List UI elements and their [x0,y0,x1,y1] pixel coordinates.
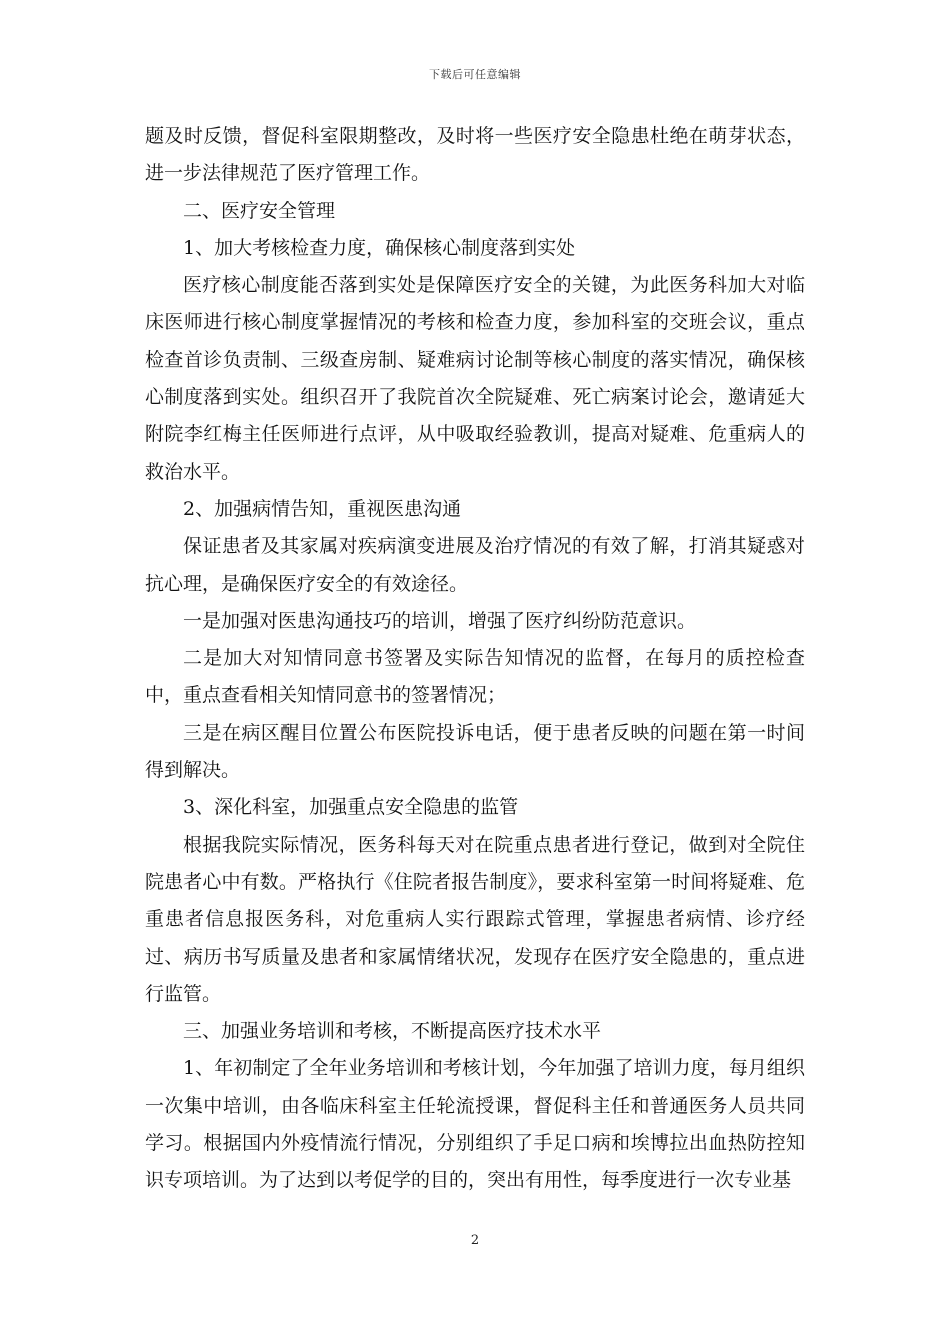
page-number: 2 [470,1233,480,1248]
paragraph-communication: 保证患者及其家属对疾病演变进展及治疗情况的有效了解，打消其疑惑对抗心理，是确保医疗安全的有效途径。 [145,535,805,595]
subheading-2-3: 3、深化科室，加强重点安全隐患的监管 [183,796,519,819]
paragraph-training-plan: 1、年初制定了全年业务培训和考核计划，今年加强了培训力度，每月组织一次集中培训，由各临床科室主任轮流授课，督促科主任和普通医务人员共同学习。根据国内外疫情流行情况，分别组织了手足口病和埃博拉出血热防控知识专项培训。为了达到以考促学的目的，突出有用性，每季度进行一次专业基 [145,1057,805,1192]
section-heading-2: 二、医疗安全管理 [183,199,336,222]
paragraph-core-system: 医疗核心制度能否落到实处是保障医疗安全的关键，为此医务科加大对临床医师进行核心制度掌握情况的考核和检查力度，参加科室的交班会议，重点检查首诊负责制、三级查房制、疑难病讨论制等核心制度的落实情况，确保核心制度落到实处。组织召开了我院首次全院疑难、死亡病案讨论会，邀请延大附院李红梅主任医师进行点评，从中吸取经验教训，提高对疑难、危重病人的救治水平。 [145,274,805,483]
page-header: 下载后可任意编辑 [429,68,521,81]
paragraph-item-three: 三是在病区醒目位置公布医院投诉电话，便于患者反映的问题在第一时间得到解决。 [145,721,805,782]
section-heading-3: 三、加强业务培训和考核，不断提高医疗技术水平 [183,1020,602,1043]
paragraph-key-patients: 根据我院实际情况，医务科每天对在院重点患者进行登记，做到对全院住院患者心中有数。严格执行《住院者报告制度》，要求科室第一时间将疑难、危重患者信息报医务科，对危重病人实行跟踪式管理，掌握患者病情、诊疗经过、病历书写质量及患者和家属情绪状况，发现存在医疗安全隐患的，重点进行监管。 [145,833,805,1005]
subheading-2-2: 2、加强病情告知，重视医患沟通 [183,497,462,520]
subheading-2-1: 1、加大考核检查力度，确保核心制度落到实处 [183,236,576,259]
paragraph-item-two: 二是加大对知情同意书签署及实际告知情况的监督，在每月的质控检查中，重点查看相关知情同意书的签署情况； [145,647,805,707]
paragraph-continuation: 题及时反馈，督促科室限期整改，及时将一些医疗安全隐患杜绝在萌芽状态，进一步法律规范了医疗管理工作。 [145,125,805,185]
paragraph-item-one: 一是加强对医患沟通技巧的培训，增强了医疗纠纷防范意识。 [183,609,697,632]
document-body [145,118,805,1200]
